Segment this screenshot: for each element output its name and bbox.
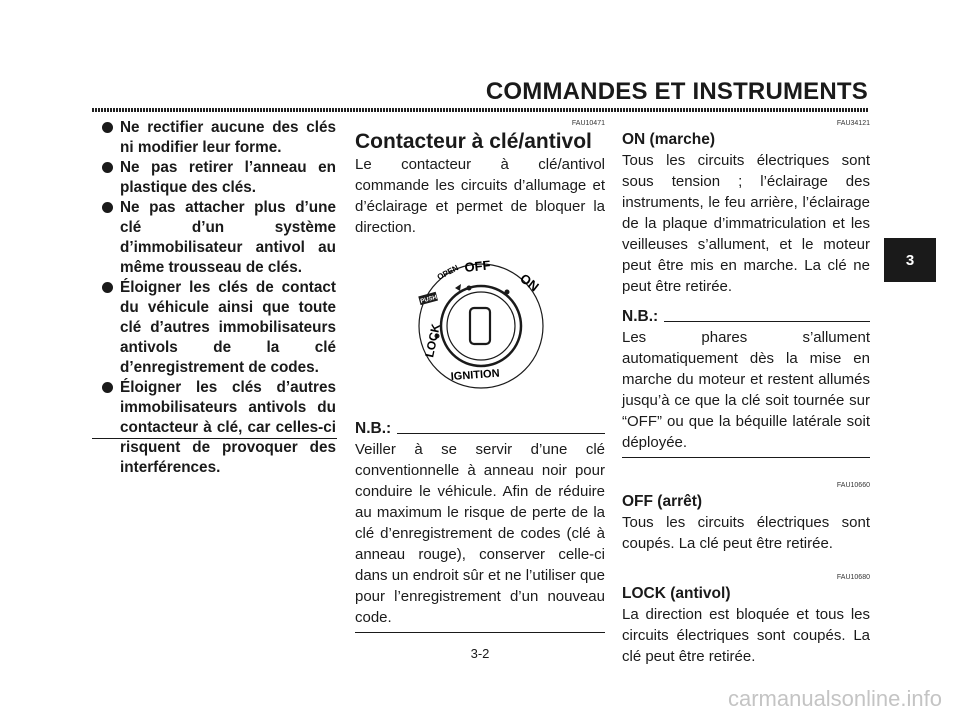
note-text: Les phares s’allument automatiquement dès la mise en marche du moteur et restent allumés jusqu’à ce que la clé soit tournée sur “OFF” ou que la béquille latérale soit déployée. (622, 329, 870, 451)
label-lock: LOCK (422, 322, 444, 359)
arrow-icon (455, 284, 461, 291)
warning-item: Éloigner les clés d’autres immobilisateurs antivols du contacteur à clé, car celles-ci risquent de provoquer des interférences. (100, 378, 336, 478)
note-label: N.B.: (355, 420, 392, 437)
header-rule (92, 108, 868, 112)
label-off: OFF (463, 257, 492, 275)
warning-item: Ne pas retirer l’anneau en plastique des clés. (100, 158, 336, 198)
bullet-icon (102, 282, 113, 293)
position-off-text: Tous les circuits électriques sont coupés. La clé peut être retirée. (622, 514, 870, 552)
warning-item: Éloigner les clés de contact du véhicule ainsi que toute clé d’autres immobilisateurs antivols de la clé d’enregistrement de codes. (100, 278, 336, 378)
section-code: FAU34121 (836, 120, 870, 127)
note-rule (664, 321, 870, 322)
position-dot (505, 290, 510, 295)
position-lock-title: LOCK (antivol) (622, 585, 731, 602)
bullet-icon (102, 202, 113, 213)
label-open: OPEN (435, 263, 460, 282)
position-off-title: OFF (arrêt) (622, 493, 703, 510)
page-number: 3-2 (470, 646, 490, 661)
chapter-tab[interactable]: 3 (884, 238, 936, 282)
positions-column (622, 118, 870, 667)
label-push: PUSH (420, 294, 438, 305)
position-on-title: ON (marche) (622, 131, 716, 148)
label-ignition: IGNITION (450, 367, 500, 383)
position-dot (467, 286, 472, 291)
section-code: FAU10471 (571, 120, 605, 127)
note-label: N.B.: (622, 308, 659, 325)
bullet-icon (102, 382, 113, 393)
page-header-title: COMMANDES ET INSTRUMENTS (485, 78, 868, 105)
note-rule (397, 433, 605, 434)
note-text: Veiller à se servir d’une clé conventionnelle à anneau noir pour conduire le véhicule. Afin de réduire au maximum le risque de perte de la clé d’enregistrement de codes (clé à anneau rouge), conserver celle-ci dans un endroit sûr et ne l’utiliser que pour l’enregistrement d’un nouveau code. (355, 441, 605, 626)
bullet-icon (102, 162, 113, 173)
warning-item: Ne pas attacher plus d’une clé d’un système d’immobilisateur antivol au même trousseau de clés. (100, 198, 336, 278)
bullet-icon (102, 122, 113, 133)
watermark: carmanualsonline.info (727, 686, 942, 711)
switch-bezel (441, 286, 521, 366)
section-intro: Le contacteur à clé/antivol commande les circuits d’allumage et d’éclairage et permet de bloquer la direction. (355, 156, 605, 236)
main-switch-section (355, 118, 605, 633)
section-title: Contacteur à clé/antivol (355, 130, 592, 153)
position-lock-text: La direction est bloquée et tous les circuits électriques sont coupés. La clé peut être retirée. (622, 606, 870, 665)
warning-list (100, 118, 336, 478)
note-header (622, 307, 870, 327)
label-on: ON (517, 270, 542, 295)
section-code: FAU10680 (836, 574, 870, 581)
warning-item: Ne rectifier aucune des clés ni modifier leur forme. (100, 118, 336, 158)
note-header (355, 419, 605, 439)
ignition-switch-diagram (355, 248, 605, 398)
note-end-rule (622, 457, 870, 458)
key-slot-icon (470, 308, 490, 344)
position-on-text: Tous les circuits électriques sont sous tension ; l’éclairage des instruments, le feu arrière, l’éclairage de la plaque d’immatriculation et les veilleuses s’allument, et le moteur peut être mis en marche. La clé ne peut être retirée. (622, 152, 870, 295)
warnings-column (100, 118, 336, 478)
switch-cylinder (447, 292, 515, 360)
note-end-rule (355, 632, 605, 633)
warnings-end-rule (92, 438, 337, 439)
section-code: FAU10660 (836, 482, 870, 489)
